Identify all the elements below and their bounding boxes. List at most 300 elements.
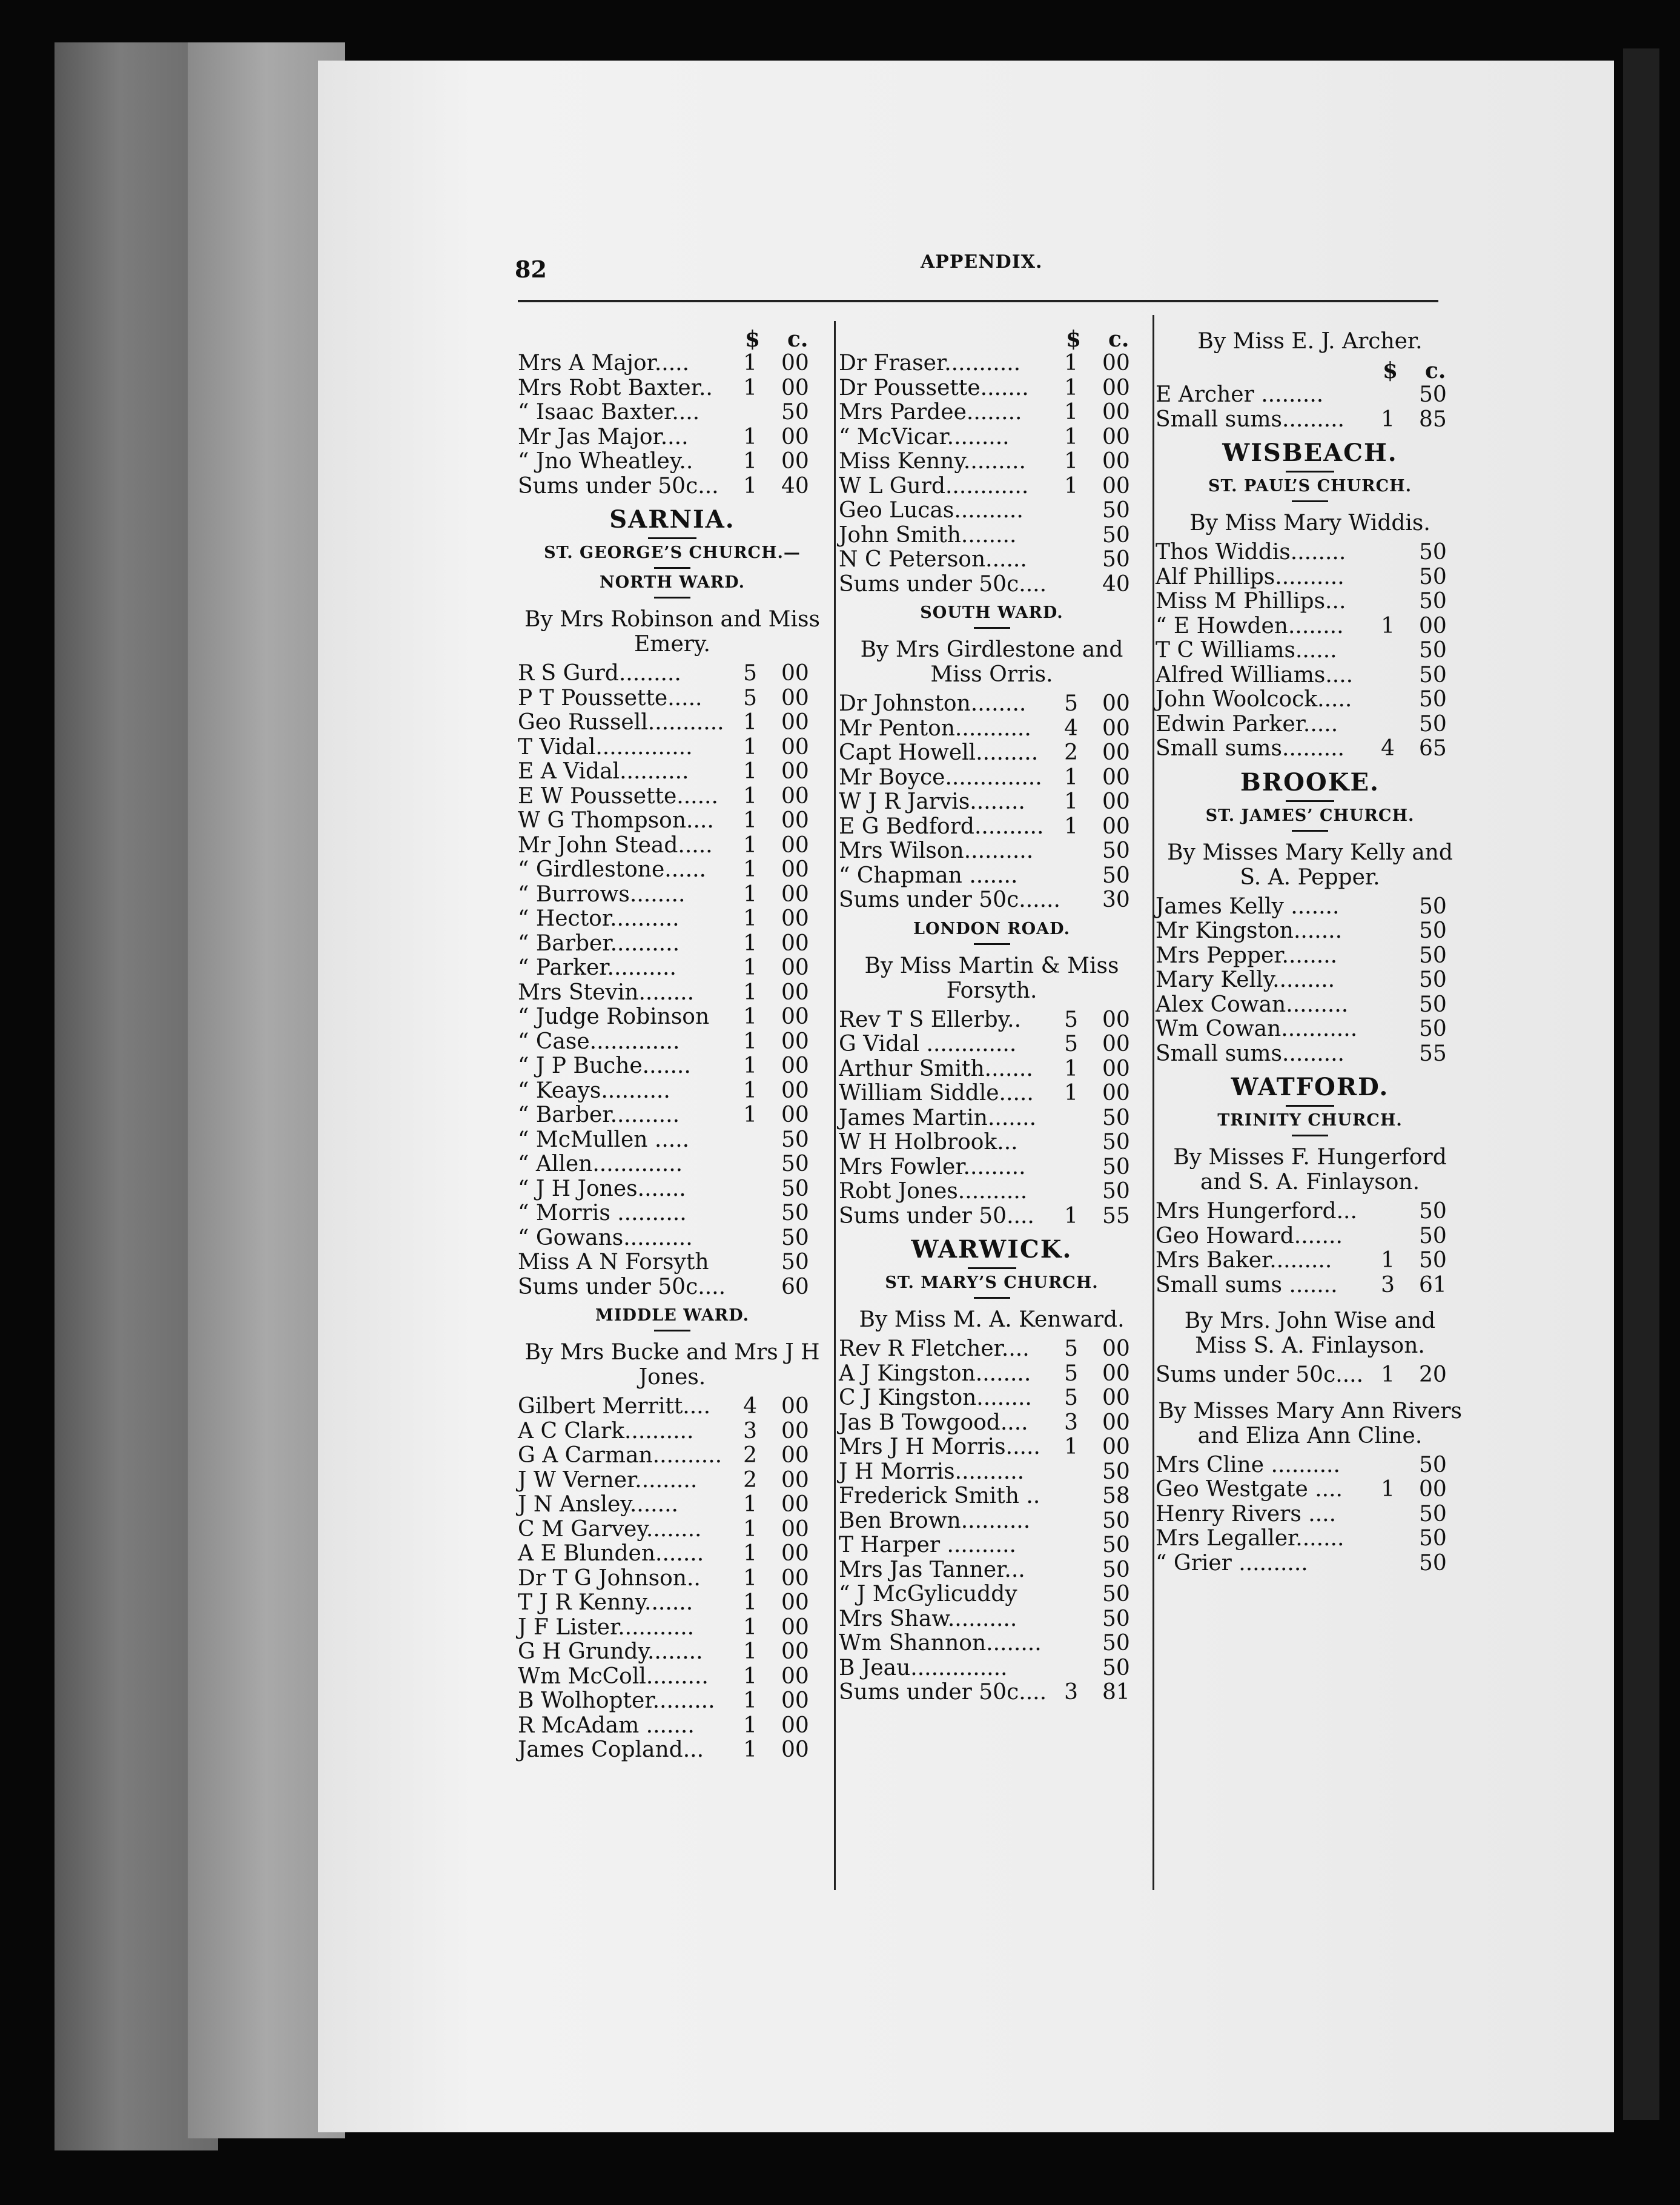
- collector-line: By Mrs Robinson and Miss Emery.: [524, 607, 820, 657]
- donor-name: “ Barber..........: [518, 930, 680, 956]
- section-place-heading: WISBEACH.: [1222, 439, 1398, 467]
- section-rule: [1286, 1105, 1334, 1107]
- donor-name: J H Morris..........: [839, 1459, 1025, 1484]
- donor-name: Mr Jas Major....: [518, 424, 689, 449]
- collector-line: By Mrs. John Wise and Miss S. A. Finlayson.: [1184, 1308, 1436, 1358]
- list-item: [518, 449, 827, 474]
- list-item: [518, 1542, 827, 1567]
- list-item: [839, 1411, 1145, 1436]
- list-item: [518, 809, 827, 834]
- list-item: [518, 834, 827, 858]
- section-rule: [654, 597, 690, 598]
- list-item: [1156, 540, 1464, 565]
- donor-name: C M Garvey........: [518, 1516, 702, 1542]
- list-item: [839, 548, 1145, 572]
- amount-cents: 30: [1102, 887, 1130, 912]
- list-item: [1156, 1363, 1464, 1388]
- list-item: [518, 1444, 827, 1468]
- donor-name: T Vidal..............: [518, 734, 693, 760]
- section-rule: [654, 1330, 690, 1331]
- amount-cents: 50: [1419, 1223, 1447, 1248]
- donor-name: T C Williams......: [1156, 638, 1337, 663]
- amount-cents: 40: [1102, 571, 1130, 597]
- amount-cents: 00: [781, 449, 809, 474]
- donor-name: Capt Howell.........: [839, 740, 1039, 765]
- amount-cents: 50: [1102, 1533, 1130, 1557]
- donor-name: Geo Howard.......: [1156, 1223, 1343, 1248]
- amount-cents: 00: [1102, 473, 1130, 499]
- donor-name: Mary Kelly.........: [1156, 967, 1335, 992]
- list-item: [518, 1226, 827, 1251]
- donor-name: Frederick Smith ..: [839, 1484, 1040, 1508]
- amount-dollars: 5: [743, 685, 757, 711]
- list-item: [518, 858, 827, 883]
- amount-cents: 00: [781, 351, 809, 376]
- list-item: [839, 790, 1145, 815]
- donor-name: W H Holbrook...: [839, 1130, 1018, 1155]
- donor-name: A E Blunden.......: [518, 1541, 704, 1566]
- section-place-heading: WARWICK.: [911, 1235, 1073, 1264]
- page-stack-edge-right: [1623, 48, 1659, 2120]
- donor-name: G A Carman..........: [518, 1443, 723, 1468]
- list-item: [518, 760, 827, 784]
- amount-cents: 00: [781, 980, 809, 1005]
- page-number: 82: [515, 256, 547, 283]
- cents-label: c.: [1425, 358, 1446, 383]
- section-church-heading: ST. JAMES’ CHURCH.: [1205, 806, 1415, 825]
- donor-name: Mr Penton...........: [839, 715, 1031, 741]
- amount-cents: 50: [1419, 894, 1447, 919]
- list-item: [518, 1567, 827, 1591]
- header-rule: [518, 300, 1438, 302]
- donor-name: Mrs Pepper........: [1156, 943, 1338, 968]
- dollar-cents-heading: [518, 327, 827, 351]
- donor-name: Sums under 50....: [839, 1203, 1034, 1228]
- list-item: [839, 376, 1145, 401]
- amount-cents: 00: [781, 1663, 809, 1689]
- amount-cents: 50: [1419, 1501, 1447, 1527]
- amount-cents: 00: [781, 1102, 809, 1127]
- donor-name: Small sums.........: [1156, 1041, 1344, 1066]
- amount-cents: 00: [1102, 740, 1130, 765]
- amount-cents: 60: [781, 1274, 809, 1299]
- section-rule: [648, 537, 696, 539]
- list-item: [518, 907, 827, 932]
- donor-name: Small sums.........: [1156, 736, 1344, 761]
- list-item: [1156, 663, 1464, 688]
- amount-cents: 00: [781, 1467, 809, 1493]
- list-item: [1156, 589, 1464, 614]
- amount-cents: 55: [1419, 1041, 1447, 1066]
- list-item: [518, 1517, 827, 1542]
- donor-name: Mrs Legaller.......: [1156, 1526, 1344, 1551]
- amount-dollars: 1: [743, 1004, 757, 1029]
- donor-name: “ Burrows........: [518, 881, 686, 907]
- list-item: [518, 1079, 827, 1104]
- donor-name: Mrs Pardee........: [839, 400, 1022, 425]
- list-item: [839, 1204, 1145, 1229]
- amount-cents: 50: [1419, 1452, 1447, 1477]
- amount-cents: 00: [1102, 691, 1130, 716]
- donor-name: Mrs Shaw..........: [839, 1606, 1017, 1631]
- list-item: [839, 1362, 1145, 1387]
- amount-cents: 00: [781, 424, 809, 449]
- donor-name: N C Peterson......: [839, 547, 1027, 572]
- amount-cents: 50: [1419, 638, 1447, 663]
- amount-cents: 50: [1102, 547, 1130, 572]
- amount-dollars: 1: [743, 1053, 757, 1078]
- list-item: [1156, 968, 1464, 993]
- list-item: [1156, 944, 1464, 969]
- amount-cents: 50: [1419, 992, 1447, 1017]
- amount-cents: 50: [1102, 1105, 1130, 1130]
- amount-cents: 85: [1419, 406, 1447, 432]
- list-item: [518, 474, 827, 499]
- list-item: [839, 1656, 1145, 1681]
- amount-cents: 50: [1419, 711, 1447, 737]
- amount-dollars: 1: [743, 1614, 757, 1640]
- amount-cents: 00: [781, 1713, 809, 1738]
- list-item: [839, 449, 1145, 474]
- dollar-cents-heading: [1156, 359, 1464, 383]
- donor-name: Miss M Phillips...: [1156, 589, 1346, 614]
- amount-cents: 00: [781, 1418, 809, 1444]
- list-item: [518, 1468, 827, 1493]
- amount-cents: 00: [781, 1029, 809, 1054]
- section-place-heading: SARNIA.: [609, 505, 735, 534]
- section-place-heading: WATFORD.: [1231, 1073, 1389, 1101]
- amount-cents: 50: [1102, 1631, 1130, 1656]
- amount-cents: 00: [781, 1443, 809, 1468]
- amount-cents: 50: [781, 400, 809, 425]
- list-item: [839, 1032, 1145, 1057]
- list-item: [1156, 712, 1464, 737]
- collector-line: By Miss E. J. Archer.: [1197, 329, 1423, 354]
- amount-cents: 50: [1419, 382, 1447, 407]
- donor-name: “ Gowans..........: [518, 1225, 693, 1250]
- amount-cents: 50: [1102, 1154, 1130, 1179]
- list-item: [518, 1030, 827, 1055]
- amount-cents: 00: [781, 930, 809, 956]
- column-1: [518, 327, 827, 1769]
- list-item: [1156, 1224, 1464, 1249]
- list-item: [1156, 1551, 1464, 1576]
- amount-dollars: 1: [1064, 1203, 1078, 1228]
- amount-dollars: 1: [1064, 1056, 1078, 1081]
- amount-dollars: 1: [743, 473, 757, 499]
- list-item: [518, 686, 827, 711]
- section-rule: [974, 1297, 1010, 1299]
- donor-name: E W Poussette......: [518, 783, 718, 809]
- amount-dollars: 1: [743, 1713, 757, 1738]
- amount-dollars: 1: [743, 1663, 757, 1689]
- amount-cents: 00: [1102, 1410, 1130, 1435]
- column-divider-1: [834, 321, 836, 1890]
- amount-dollars: 3: [1064, 1680, 1078, 1705]
- donor-name: “ Hector..........: [518, 906, 680, 931]
- donor-name: James Kelly .......: [1156, 894, 1340, 919]
- amount-dollars: 1: [743, 832, 757, 858]
- donor-name: “ Isaac Baxter....: [518, 400, 700, 425]
- list-item: [518, 1054, 827, 1079]
- donor-name: “ Judge Robinson: [518, 1004, 710, 1029]
- amount-dollars: 1: [743, 1541, 757, 1566]
- section-church-heading: ST. GEORGE’S CHURCH.—: [544, 543, 801, 562]
- amount-dollars: 1: [1064, 351, 1078, 376]
- amount-cents: 00: [781, 1614, 809, 1640]
- donor-name: B Jeau..............: [839, 1655, 1008, 1680]
- amount-cents: 00: [781, 1078, 809, 1103]
- list-item: [518, 1103, 827, 1128]
- list-item: [518, 1616, 827, 1640]
- donor-name: A C Clark..........: [518, 1418, 694, 1444]
- amount-dollars: 2: [743, 1467, 757, 1493]
- amount-cents: 50: [1102, 1130, 1130, 1155]
- donor-name: Sums under 50c....: [1156, 1362, 1364, 1387]
- collector-line: By Mrs Girdlestone and Miss Orris.: [860, 637, 1123, 687]
- amount-dollars: 3: [1381, 1272, 1395, 1298]
- amount-cents: 50: [1419, 1199, 1447, 1224]
- list-item: [1156, 383, 1464, 408]
- amount-dollars: 1: [743, 1688, 757, 1713]
- list-item: [839, 400, 1145, 425]
- donor-name: Small sums .......: [1156, 1272, 1338, 1298]
- amount-cents: 00: [781, 783, 809, 809]
- amount-cents: 81: [1102, 1680, 1130, 1705]
- donor-name: Mrs J H Morris.....: [839, 1434, 1040, 1459]
- amount-dollars: 1: [743, 1565, 757, 1591]
- donor-name: A J Kingston........: [839, 1361, 1031, 1386]
- list-item: [839, 1337, 1145, 1362]
- amount-dollars: 1: [1064, 424, 1078, 449]
- list-item: [518, 981, 827, 1006]
- list-item: [518, 1275, 827, 1300]
- list-item: [1156, 408, 1464, 433]
- amount-cents: 50: [781, 1176, 809, 1201]
- donor-name: “ J H Jones.......: [518, 1176, 686, 1201]
- donor-name: Dr Fraser...........: [839, 351, 1021, 376]
- amount-dollars: 1: [743, 1639, 757, 1664]
- amount-cents: 00: [1102, 1336, 1130, 1361]
- column-divider-2: [1153, 315, 1154, 1890]
- list-item: [518, 1152, 827, 1177]
- donor-name: Miss A N Forsyth: [518, 1250, 709, 1275]
- donor-name: Wm Shannon........: [839, 1631, 1042, 1656]
- list-item: [518, 1419, 827, 1444]
- donor-name: Ben Brown..........: [839, 1508, 1031, 1533]
- amount-dollars: 1: [743, 955, 757, 980]
- amount-dollars: 1: [1064, 814, 1078, 839]
- amount-cents: 00: [781, 1053, 809, 1078]
- amount-dollars: 1: [1064, 1434, 1078, 1459]
- amount-dollars: 1: [1064, 473, 1078, 499]
- amount-cents: 50: [1102, 1606, 1130, 1631]
- donor-name: John Smith........: [839, 522, 1017, 548]
- amount-dollars: 1: [743, 1029, 757, 1054]
- spacer: [518, 1299, 827, 1305]
- list-item: [1156, 993, 1464, 1018]
- amount-cents: 50: [1102, 838, 1130, 863]
- list-item: [839, 1484, 1145, 1509]
- donor-name: “ J P Buche.......: [518, 1053, 691, 1078]
- amount-cents: 00: [781, 375, 809, 400]
- amount-cents: 00: [781, 1639, 809, 1664]
- list-item: [839, 888, 1145, 913]
- amount-cents: 65: [1419, 736, 1447, 761]
- amount-cents: 00: [781, 1590, 809, 1615]
- donor-name: “ Chapman .......: [839, 863, 1018, 888]
- list-item: [1156, 1502, 1464, 1527]
- list-item: [518, 1714, 827, 1739]
- amount-dollars: 1: [743, 351, 757, 376]
- list-item: [518, 956, 827, 981]
- amount-cents: 00: [781, 832, 809, 858]
- list-item: [518, 1738, 827, 1763]
- list-item: [1156, 1199, 1464, 1224]
- list-item: [1156, 737, 1464, 761]
- donor-name: W J R Jarvis........: [839, 789, 1025, 814]
- list-item: [518, 1665, 827, 1689]
- list-item: [839, 1106, 1145, 1131]
- list-item: [839, 741, 1145, 766]
- amount-dollars: 1: [1064, 764, 1078, 790]
- section-church-heading: ST. MARY’S CHURCH.: [885, 1273, 1099, 1292]
- amount-dollars: 1: [743, 1737, 757, 1762]
- amount-dollars: 1: [743, 906, 757, 931]
- section-church-heading: TRINITY CHURCH.: [1217, 1111, 1403, 1130]
- amount-cents: 00: [781, 1516, 809, 1542]
- list-item: [518, 735, 827, 760]
- donor-name: “ Morris ..........: [518, 1201, 687, 1225]
- amount-cents: 50: [781, 1201, 809, 1225]
- section-rule: [1286, 471, 1334, 472]
- list-item: [839, 1386, 1145, 1411]
- donor-name: Geo Russell...........: [518, 710, 724, 735]
- amount-cents: 00: [1102, 1007, 1130, 1032]
- amount-dollars: 1: [743, 1102, 757, 1127]
- list-item: [518, 1591, 827, 1616]
- list-item: [839, 1057, 1145, 1082]
- donor-name: E A Vidal..........: [518, 759, 689, 784]
- amount-cents: 50: [1419, 1016, 1447, 1041]
- section-place-heading: BROOKE.: [1240, 768, 1380, 797]
- donor-name: Sums under 50c....: [518, 1274, 726, 1299]
- amount-cents: 50: [1102, 1179, 1130, 1204]
- amount-dollars: 1: [743, 857, 757, 882]
- amount-cents: 58: [1102, 1484, 1130, 1508]
- spacer: [839, 597, 1145, 603]
- amount-dollars: 1: [1381, 1362, 1395, 1387]
- donor-name: Arthur Smith.......: [839, 1056, 1033, 1081]
- list-item: [518, 932, 827, 957]
- donor-name: Small sums.........: [1156, 406, 1344, 432]
- list-item: [518, 711, 827, 735]
- amount-cents: 00: [1419, 1477, 1447, 1502]
- amount-cents: 00: [781, 881, 809, 907]
- list-item: [518, 1394, 827, 1419]
- amount-cents: 50: [1102, 863, 1130, 888]
- amount-dollars: 1: [743, 1516, 757, 1542]
- donor-name: Wm McColl.........: [518, 1663, 709, 1689]
- amount-dollars: 1: [743, 759, 757, 784]
- amount-dollars: 1: [743, 783, 757, 809]
- amount-cents: 00: [1102, 1056, 1130, 1081]
- amount-dollars: 1: [743, 930, 757, 956]
- list-item: [839, 1582, 1145, 1607]
- donor-name: G Vidal .............: [839, 1032, 1017, 1056]
- donor-name: Mrs Cline ..........: [1156, 1452, 1340, 1477]
- list-item: [518, 784, 827, 809]
- list-item: [518, 376, 827, 401]
- list-item: [839, 1179, 1145, 1204]
- list-item: [1156, 565, 1464, 590]
- amount-dollars: 1: [1381, 613, 1395, 638]
- section-rule: [1286, 800, 1334, 802]
- donor-name: John Woolcock.....: [1156, 687, 1352, 712]
- collector-line: By Miss Mary Widdis.: [1189, 511, 1430, 536]
- donor-name: Mr John Stead.....: [518, 832, 713, 858]
- amount-cents: 00: [781, 685, 809, 711]
- amount-dollars: 1: [1064, 1081, 1078, 1106]
- amount-dollars: 2: [743, 1443, 757, 1468]
- amount-dollars: 4: [743, 1394, 757, 1419]
- amount-cents: 00: [781, 1492, 809, 1517]
- list-item: [839, 474, 1145, 499]
- section-church-heading: MIDDLE WARD.: [595, 1306, 750, 1325]
- list-item: [1156, 638, 1464, 663]
- section-rule: [974, 943, 1010, 945]
- list-item: [518, 400, 827, 425]
- donor-name: T J R Kenny.......: [518, 1590, 693, 1615]
- collector-line: By Misses F. Hungerford and S. A. Finlayson.: [1173, 1145, 1447, 1195]
- amount-cents: 50: [1102, 498, 1130, 523]
- amount-cents: 00: [1102, 715, 1130, 741]
- donor-name: Geo Lucas..........: [839, 498, 1024, 523]
- donor-name: Jas B Towgood....: [839, 1410, 1028, 1435]
- list-item: [1156, 1248, 1464, 1273]
- donor-name: Mr Kingston.......: [1156, 918, 1343, 943]
- donor-name: T Harper ..........: [839, 1533, 1016, 1557]
- collector-line: By Misses Mary Kelly and S. A. Pepper.: [1167, 840, 1453, 890]
- amount-cents: 55: [1102, 1203, 1130, 1228]
- amount-dollars: 4: [1381, 736, 1395, 761]
- spacer: [1156, 761, 1464, 768]
- list-item: [518, 1689, 827, 1714]
- amount-dollars: 1: [743, 424, 757, 449]
- section-rule: [654, 567, 690, 569]
- amount-cents: 50: [1419, 1550, 1447, 1576]
- donor-name: Rev T S Ellerby..: [839, 1007, 1022, 1032]
- donor-name: “ McMullen .....: [518, 1127, 690, 1152]
- donor-name: W L Gurd............: [839, 473, 1029, 499]
- donor-name: “ Barber..........: [518, 1102, 680, 1127]
- donor-name: Rev R Fletcher....: [839, 1336, 1030, 1361]
- donor-name: Mrs Baker.........: [1156, 1248, 1332, 1273]
- list-item: [1156, 1477, 1464, 1502]
- list-item: [839, 1155, 1145, 1180]
- amount-cents: 50: [1102, 1557, 1130, 1582]
- page-title: APPENDIX.: [921, 251, 1043, 273]
- amount-cents: 00: [781, 906, 809, 931]
- spacer: [1156, 1066, 1464, 1072]
- amount-cents: 50: [1419, 918, 1447, 943]
- amount-cents: 00: [1102, 424, 1130, 449]
- list-item: [1156, 1527, 1464, 1551]
- donor-name: Edwin Parker.....: [1156, 711, 1338, 737]
- donor-name: J W Verner.........: [518, 1467, 698, 1493]
- donor-name: “ Girdlestone......: [518, 857, 706, 882]
- donor-name: Mrs Stevin........: [518, 980, 695, 1005]
